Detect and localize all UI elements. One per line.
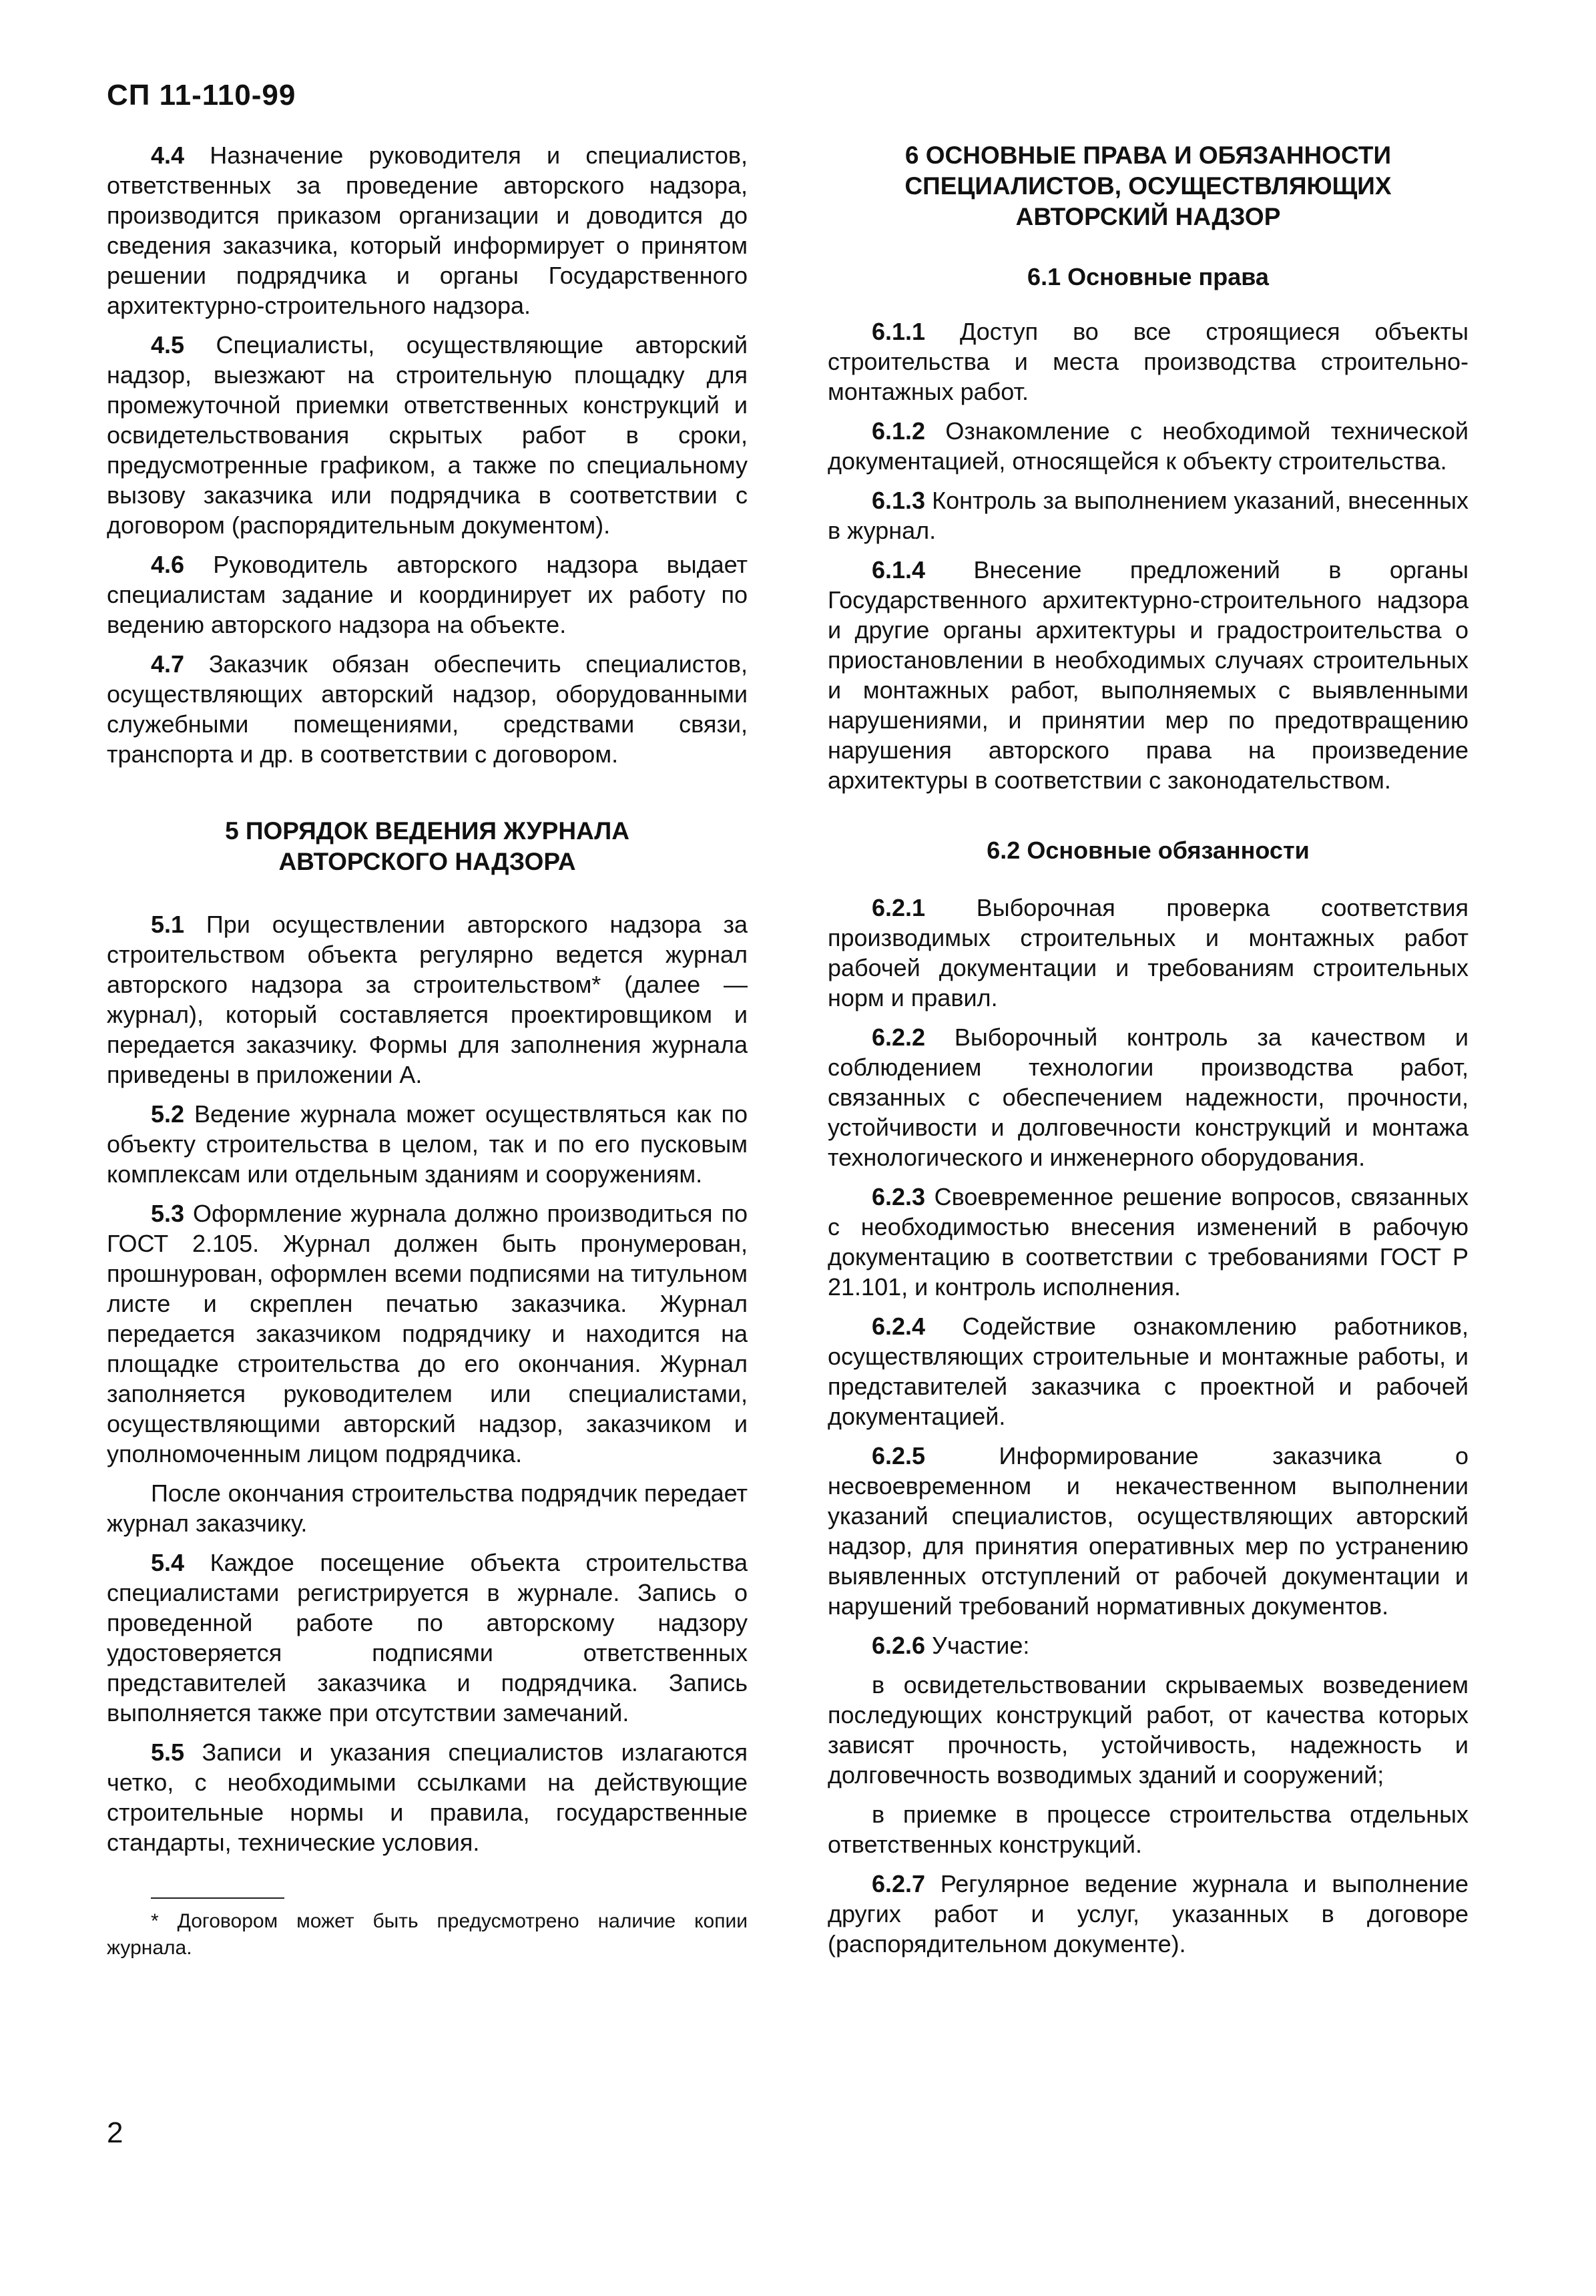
clause-text: Выборочная проверка соответствия производимых строительных и монтажных работ рабочей документации и требованиям строительных норм и правил. <box>828 894 1469 1011</box>
clause-6-1-2 <box>828 416 1469 476</box>
footnote-text: * Договором может быть предусмотрено наличие копии журнала. <box>107 1910 748 1959</box>
page-number: 2 <box>107 2116 123 2149</box>
clause-number: 5.1 <box>151 911 185 938</box>
clause-6-1-1 <box>828 316 1469 407</box>
clause-number: 6.2.4 <box>872 1313 926 1340</box>
clause-text: Участие: <box>932 1632 1030 1659</box>
clause-text: Специалисты, осуществляющие авторский надзор, выезжают на строительную площадку для промежуточной приемки ответственных конструкций и освидетельствования скрытых работ в сроки, предусмотренные графиком, а также по специальному вызову заказчика или подрядчика в соответствии с договором (распорядительным документом). <box>107 331 748 539</box>
clause-text: Каждое посещение объекта строительства специалистами регистрируется в журнале. Запись о проведенной работе по авторскому надзору удостоверяется подписями ответственных представителей заказчика и подрядчика. Запись выполняется также при отсутствии замечаний. <box>107 1549 748 1727</box>
clause-text: Внесение предложений в органы Государственного архитектурно-строительного надзора и другие органы архитектуры и градостроительства о приостановлении в необходимых случаях строительных и монтажных работ, выполняемых с выявленными нарушениями, и принятии мер по предотвращению нарушения авторского права на произведение архитектуры в соответствии с законодательством. <box>828 556 1469 794</box>
clause-text: Руководитель авторского надзора выдает специалистам задание и координирует их работу по ведению авторского надзора на объекте. <box>107 551 748 638</box>
clause-5-5 <box>107 1737 748 1857</box>
right-column <box>828 140 1469 1968</box>
clause-6-1-3 <box>828 485 1469 545</box>
clause-6-2-1 <box>828 893 1469 1013</box>
clause-number: 5.5 <box>151 1739 185 1766</box>
subsection-6-2-title: 6.2 Основные обязанности <box>987 837 1310 864</box>
left-column <box>107 140 748 1971</box>
clause-4-7 <box>107 649 748 769</box>
clause-number: 5.2 <box>151 1100 185 1128</box>
clause-6-2-4 <box>828 1311 1469 1431</box>
footnote-rule <box>151 1897 284 1899</box>
clause-number: 4.7 <box>151 650 185 678</box>
clause-text: Ведение журнала может осуществляться как по объекту строительства в целом, так и по его пусковым комплексам или отдельным зданиям и сооружениям. <box>107 1100 748 1188</box>
clause-5-3-continued: После окончания строительства подрядчик передает журнал заказчику. <box>107 1479 748 1537</box>
clause-4-4 <box>107 140 748 320</box>
clause-5-2 <box>107 1099 748 1189</box>
clause-text: Информирование заказчика о несвоевременном и некачественном выполнении указаний специалистов, осуществляющих авторский надзор, для принятия оперативных мер по устранению выявленных отступлений от рабочей документации и нарушений требований нормативных документов. <box>828 1442 1469 1620</box>
clause-number: 4.4 <box>151 142 185 169</box>
clause-text: Содействие ознакомлению работников, осуществляющих строительные и монтажные работы, и представителей заказчика с проектной и рабочей документацией. <box>828 1313 1469 1430</box>
clause-number: 5.4 <box>151 1549 185 1576</box>
clause-text: Ознакомление с необходимой технической документацией, относящейся к объекту строительства. <box>828 417 1469 475</box>
clause-6-2-6-item-a: в освидетельствовании скрываемых возведением последующих конструкций работ, от качества которых зависят прочность, устойчивость, надежность и долговечность возводимых зданий и сооружений; <box>828 1671 1469 1789</box>
clause-4-5 <box>107 330 748 540</box>
clause-5-4 <box>107 1548 748 1728</box>
clause-text: Записи и указания специалистов излагаются четко, с необходимыми ссылками на действующие строительные нормы и правила, государственные стандарты, технические условия. <box>107 1739 748 1856</box>
clause-text: Своевременное решение вопросов, связанных с необходимостью внесения изменений в рабочую документацию в соответствии с требованиями ГОСТ Р 21.101, и контроль исполнения. <box>828 1183 1469 1301</box>
clause-text: Доступ во все строящиеся объекты строительства и места производства строительно-монтажных работ. <box>828 318 1469 405</box>
clause-6-2-2 <box>828 1022 1469 1172</box>
clause-number: 6.1.1 <box>872 318 926 345</box>
clause-6-2-6-item-b: в приемке в процессе строительства отдельных ответственных конструкций. <box>828 1801 1469 1858</box>
clause-text: Контроль за выполнением указаний, внесенных в журнал. <box>828 487 1469 544</box>
clause-number: 5.3 <box>151 1200 185 1227</box>
clause-4-6 <box>107 549 748 640</box>
clause-text: Регулярное ведение журнала и выполнение других работ и услуг, указанных в договоре (распорядительном документе). <box>828 1870 1469 1958</box>
clause-6-2-6 <box>828 1630 1469 1660</box>
clause-text: Оформление журнала должно производиться по ГОСТ 2.105. Журнал должен быть пронумерован, прошнурован, оформлен всеми подписями на титульном листе и скреплен печатью заказчика. Журнал передается заказчиком подрядчику и находится на площадке строительства до его окончания. Журнал заполняется руководителем или специалистами, осуществляющими авторский надзор, заказчиком и уполномоченным лицом подрядчика. <box>107 1200 748 1467</box>
clause-number: 4.5 <box>151 331 185 359</box>
clause-text: Назначение руководителя и специалистов, ответственных за проведение авторского надзора, производится приказом организации и доводится до сведения заказчика, который информирует о принятом решении подрядчика и органы Государственного архитектурно-строительного надзора. <box>107 142 748 319</box>
section-5-title: 5 ПОРЯДОК ВЕДЕНИЯ ЖУРНАЛА АВТОРСКОГО НАДЗОРА <box>225 817 629 875</box>
subsection-6-1-title: 6.1 Основные права <box>1027 263 1269 290</box>
clause-5-1 <box>107 909 748 1090</box>
clause-6-2-5 <box>828 1441 1469 1621</box>
clause-number: 6.2.3 <box>872 1183 926 1210</box>
clause-number: 6.1.4 <box>872 556 926 584</box>
clause-text: Выборочный контроль за качеством и соблюдением технологии производства работ, связанных с обеспечением надежности, прочности, устойчивости и долговечности конструкций и монтажа технологического и инженерного оборудования. <box>828 1023 1469 1171</box>
footnote-block <box>107 1897 748 1962</box>
clause-6-2-3 <box>828 1182 1469 1302</box>
clause-text: При осуществлении авторского надзора за строительством объекта регулярно ведется журнал авторского надзора за строительством* (далее — журнал), который составляется проектировщиком и передается заказчику. Формы для заполнения журнала приведены в приложении А. <box>107 911 748 1088</box>
clause-5-3 <box>107 1198 748 1469</box>
section-6-title: 6 ОСНОВНЫЕ ПРАВА И ОБЯЗАННОСТИ СПЕЦИАЛИСТОВ, ОСУЩЕСТВЛЯЮЩИХ АВТОРСКИЙ НАДЗОР <box>904 142 1392 230</box>
clause-number: 6.2.2 <box>872 1023 926 1051</box>
clause-number: 6.2.7 <box>872 1870 926 1897</box>
clause-number: 6.1.2 <box>872 417 926 445</box>
clause-number: 4.6 <box>151 551 185 578</box>
clause-number: 6.2.5 <box>872 1442 926 1469</box>
document-code-header: СП 11-110-99 <box>107 79 296 111</box>
clause-6-1-4 <box>828 555 1469 795</box>
clause-number: 6.2.6 <box>872 1632 926 1659</box>
clause-text: Заказчик обязан обеспечить специалистов, осуществляющих авторский надзор, оборудованными служебными помещениями, средствами связи, транспорта и др. в соответствии с договором. <box>107 650 748 768</box>
clause-6-2-7 <box>828 1869 1469 1959</box>
clause-number: 6.1.3 <box>872 487 926 514</box>
clause-number: 6.2.1 <box>872 894 926 921</box>
